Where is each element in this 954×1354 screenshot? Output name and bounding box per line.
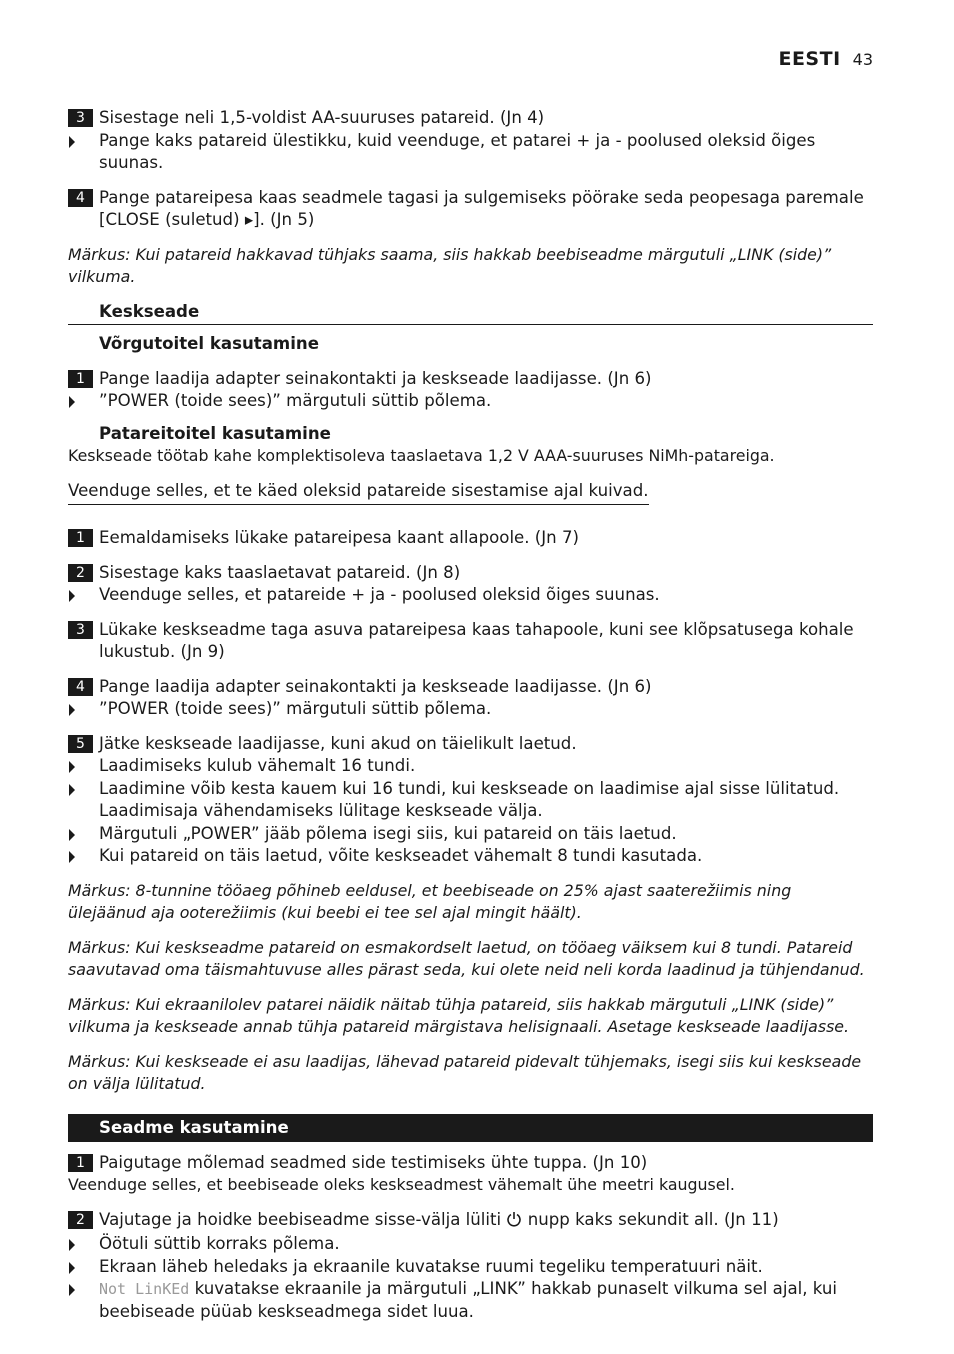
bullet-text: Laadimiseks kulub vähemalt 16 tundi.: [99, 756, 416, 775]
step-text: Pange laadija adapter seinakontakti ja keskseade laadijasse. (Jn 6): [99, 676, 652, 696]
bullet-text: Pange kaks patareid ülestikku, kuid veenduge, et patarei + ja - poolused oleksid õiges suunas.: [99, 130, 816, 172]
bullet-arrow-icon: [69, 1262, 75, 1274]
bullet-text: Kui patareid on täis laetud, võite keskseadet vähemalt 8 tundi kasutada.: [99, 846, 703, 865]
step: [68, 1209, 873, 1234]
bullet: [68, 823, 873, 846]
subheading-patareitoitel: Patareitoitel kasutamine: [99, 423, 331, 443]
section-heading-keskseade: Keskseade: [68, 301, 873, 326]
subheading-vorgutoitel: Võrgutoitel kasutamine: [99, 334, 319, 353]
power-icon: [506, 1211, 522, 1234]
language-label: EESTI: [778, 48, 841, 70]
step-text: Pange patareipesa kaas seadmele tagasi ja sulgemiseks pöörake seda peopesaga paremale [CLOSE (suletud) ▸]. (Jn 5): [99, 187, 864, 229]
step-number: 1: [68, 1154, 93, 1172]
bullet-arrow-icon: [69, 396, 75, 408]
step-text: Sisestage neli 1,5-voldist AA-suuruses patareid. (Jn 4): [99, 108, 545, 127]
note: Märkus: Kui patareid hakkavad tühjaks saama, siis hakkab beebiseadme märgutuli „LINK (side)” vilkuma.: [68, 244, 832, 286]
step-number: 3: [68, 621, 93, 639]
step-text: Paigutage mõlemad seadmed side testimiseks ühte tuppa. (Jn 10): [99, 1152, 648, 1172]
lcd-display-text: Not LinKEd: [99, 1280, 190, 1298]
warning-text: Veenduge selles, et te käed oleksid patareide sisestamise ajal kuivad.: [68, 480, 649, 506]
bullet-arrow-icon: [69, 829, 75, 841]
step-text: Eemaldamiseks lükake patareipesa kaant allapoole. (Jn 7): [99, 528, 580, 547]
note: Märkus: Kui keskseadme patareid on esmakordselt laetud, on tööaeg väiksem kui 8 tundi. Patareid saavutavad oma täismahtuvuse alles pärast seda, kui olete neid neli korda laadinud ja tühjendanud.: [68, 937, 865, 979]
note: Märkus: 8-tunnine tööaeg põhineb eeldusel, et beebiseade on 25% ajast saaterežiimis ning ülejäänud aja ooterežiimis (kui beebi ei tee sel ajal mingit häält).: [68, 880, 792, 922]
step-text: Jätke keskseade laadijasse, kuni akud on täielikult laetud.: [99, 733, 577, 753]
bullet: [68, 390, 873, 413]
bullet-arrow-icon: [69, 1284, 75, 1296]
step: [68, 562, 873, 585]
step-text: Vajutage ja hoidke beebiseadme sisse-välja lüliti: [99, 1209, 502, 1229]
step: [68, 368, 873, 391]
step: [68, 187, 873, 232]
step-number: 2: [68, 564, 93, 582]
step-number: 1: [68, 370, 93, 388]
bullet: [68, 778, 873, 823]
bullet-arrow-icon: [69, 1239, 75, 1251]
bullet-arrow-icon: [69, 761, 75, 773]
step-number: 1: [68, 529, 93, 547]
page-header: [778, 48, 873, 70]
bullet-text: Ekraan läheb heledaks ja ekraanile kuvatakse ruumi tegeliku temperatuuri näit.: [99, 1256, 763, 1276]
document-body: [68, 107, 873, 1323]
page-number: 43: [852, 50, 873, 69]
bullet-arrow-icon: [69, 136, 75, 148]
step: [68, 733, 873, 756]
step-number: 2: [68, 1211, 93, 1229]
note: Märkus: Kui ekraanilolev patarei näidik näitab tühja patareid, siis hakkab märgutuli „LINK (side)” vilkuma ja keskseade annab tühja patareid märgistava helisignaali. Asetage keskseade laadijasse.: [68, 994, 850, 1036]
bullet: [68, 845, 873, 868]
step-number: 3: [68, 109, 93, 127]
bullet-arrow-icon: [69, 851, 75, 863]
step-text-continued: nupp kaks sekundit all. (Jn 11): [527, 1209, 779, 1229]
step: [68, 676, 873, 699]
bullet-text: ”POWER (toide sees)” märgutuli süttib põlema.: [99, 391, 492, 410]
bullet: [68, 1278, 873, 1323]
bullet-text: ”POWER (toide sees)” märgutuli süttib põlema.: [99, 699, 492, 718]
bullet-arrow-icon: [69, 784, 75, 796]
step: [68, 107, 873, 130]
bullet: [68, 698, 873, 721]
step-text: Pange laadija adapter seinakontakti ja keskseade laadijasse. (Jn 6): [99, 368, 652, 388]
section-heading-seadme-kasutamine: Seadme kasutamine: [68, 1114, 873, 1142]
bullet-text: kuvatakse ekraanile ja märgutuli „LINK” hakkab punaselt vilkuma sel ajal, kui beebiseade püüab keskseadmega sidet luua.: [99, 1279, 838, 1321]
bullet-text: Laadimine võib kesta kauem kui 16 tundi, kui keskseade on laadimise ajal sisse lülitatud. Laadimisaja vähendamiseks lülitage keskseade välja.: [99, 778, 840, 820]
bullet-text: Märgutuli „POWER” jääb põlema isegi siis, kui patareid on täis laetud.: [99, 823, 677, 843]
step: [68, 1152, 873, 1175]
step: [68, 527, 873, 550]
bullet: [68, 130, 873, 175]
bullet: [68, 755, 873, 778]
bullet: [68, 584, 873, 607]
bullet: [68, 1233, 873, 1256]
bullet-text: Öötuli süttib korraks põlema.: [99, 1234, 340, 1253]
step-number: 4: [68, 678, 93, 696]
step: [68, 619, 873, 664]
step-number: 4: [68, 189, 93, 207]
bullet-arrow-icon: [69, 704, 75, 716]
bullet-text: Veenduge selles, et patareide + ja - poolused oleksid õiges suunas.: [99, 585, 660, 604]
bullet: [68, 1256, 873, 1279]
info-text: Veenduge selles, et beebiseade oleks keskseadmest vähemalt ühe meetri kaugusel.: [68, 1175, 735, 1194]
step-number: 5: [68, 735, 93, 753]
step-text: Sisestage kaks taaslaetavat patareid. (Jn 8): [99, 562, 461, 582]
bullet-arrow-icon: [69, 590, 75, 602]
intro-text: Keskseade töötab kahe komplektisoleva taaslaetava 1,2 V AAA-suuruses NiMh-patareiga.: [68, 446, 775, 465]
step-text: Lükake keskseadme taga asuva patareipesa kaas tahapoole, kuni see klõpsatusega kohale lukustub. (Jn 9): [99, 619, 854, 661]
note: Märkus: Kui keskseade ei asu laadijas, lähevad patareid pidevalt tühjemaks, isegi siis kui keskseade on välja lülitatud.: [68, 1051, 862, 1093]
